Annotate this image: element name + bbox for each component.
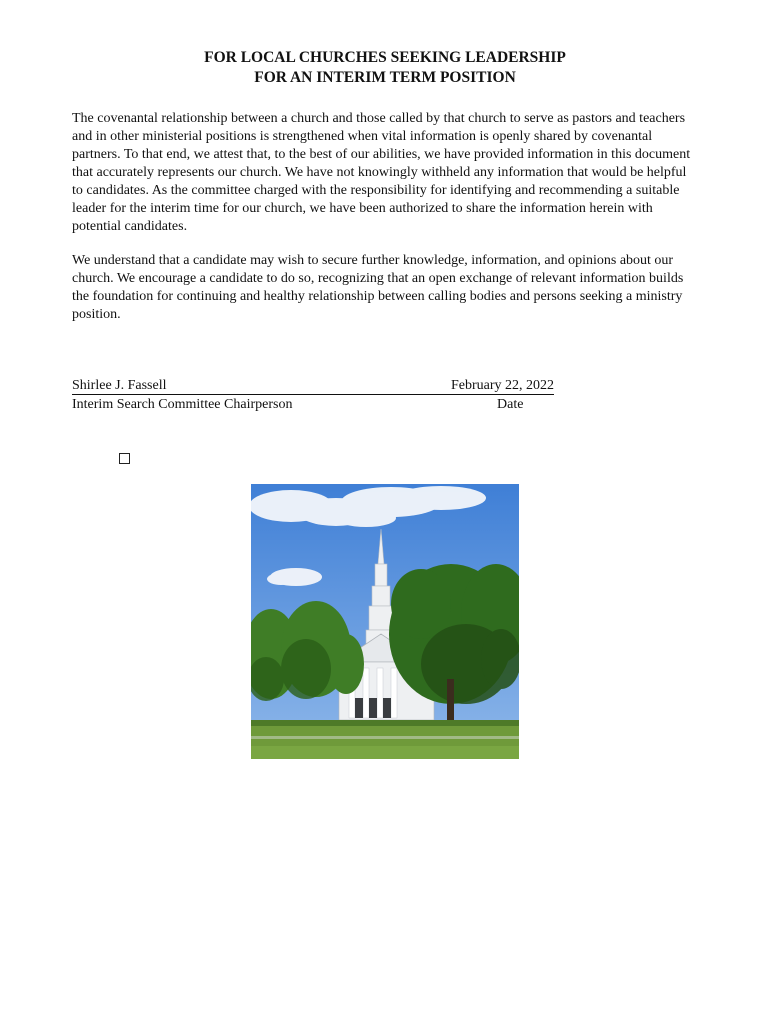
paragraph-covenant: The covenantal relationship between a church and those called by that church to serve as pastors and teachers and in other ministerial positions is strengthened when vital information is openly shared by covenantal partners. To that end, we attest that, to the best of our abilities, we have provided information in this document that accurately represents our church. We have not knowingly withheld any information that would be helpful to candidates. As the committee charged with the responsibility for identifying and recommending a suitable leader for the interim time for our church, we have been authorized to share the information herein with potential candidates. (72, 111, 691, 234)
signer-role: Interim Search Committee Chairperson (72, 397, 293, 412)
paragraph-candidate: We understand that a candidate may wish to secure further knowledge, information, and opinions about our church. We encourage a candidate to do so, recognizing that an open exchange of relevant information builds the foundation for continuing and healthy relationship between calling bodies and persons seeking a ministry position. (72, 253, 684, 322)
signer-name: Shirlee J. Fassell (72, 378, 167, 393)
document-title (0, 48, 770, 88)
date-label: Date (497, 397, 524, 412)
signature-line (72, 377, 554, 395)
title-line-2: FOR AN INTERIM TERM POSITION (254, 69, 516, 86)
church-photo-icon (251, 484, 519, 759)
church-photo (251, 484, 519, 759)
empty-checkbox[interactable] (119, 453, 130, 464)
title-line-1: FOR LOCAL CHURCHES SEEKING LEADERSHIP (204, 49, 566, 66)
signature-date: February 22, 2022 (450, 378, 554, 393)
